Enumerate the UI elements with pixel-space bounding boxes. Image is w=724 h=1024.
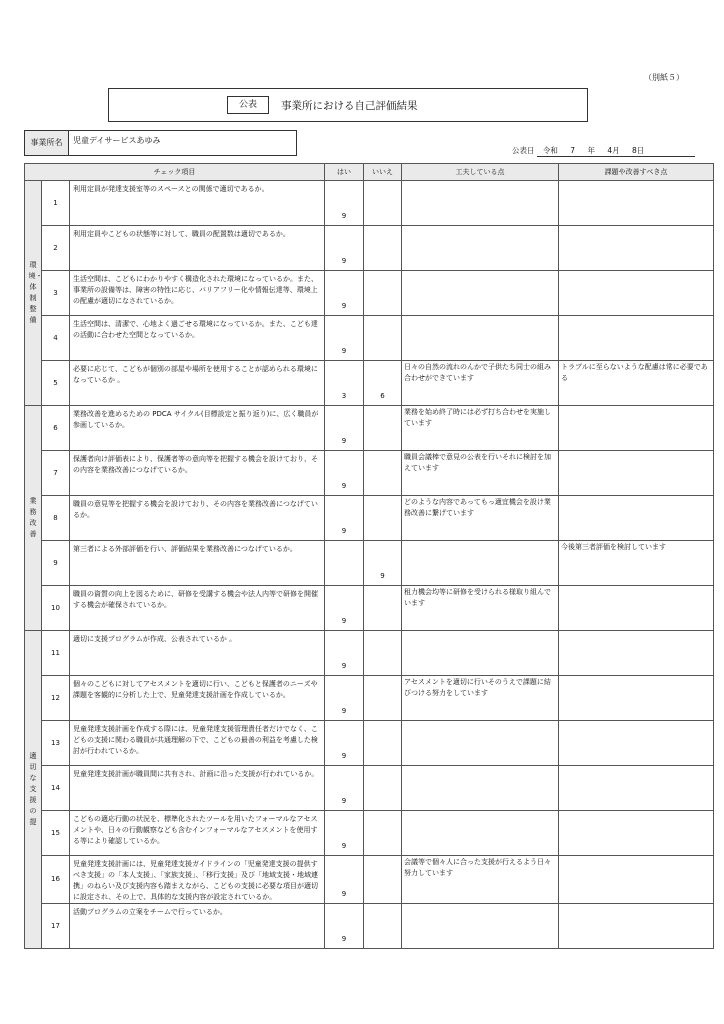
no-count — [364, 904, 402, 949]
issue-text — [559, 766, 714, 811]
table-row — [25, 631, 714, 676]
yes-count — [325, 496, 364, 541]
item-number: 16 — [42, 856, 70, 904]
item-number: 17 — [42, 904, 70, 949]
yes-count-value: 9 — [341, 935, 347, 943]
effort-text: アセスメントを適切に行いそのうえで課題に結びつける努力をしています — [402, 676, 559, 721]
table-header-row — [25, 164, 714, 181]
yes-count — [325, 766, 364, 811]
public-tag: 公表 — [227, 96, 269, 114]
title-box — [108, 88, 588, 122]
category-label — [25, 406, 42, 631]
table-body — [25, 181, 714, 949]
table-row — [25, 856, 714, 904]
item-number: 10 — [42, 586, 70, 631]
check-item-text: 活動プログラムの立案をチームで行っているか。 — [70, 904, 325, 949]
publication-era: 令和 — [542, 146, 558, 155]
yes-count-value: 9 — [341, 437, 347, 445]
effort-text: 会議等で個々人に合った支援が行えるよう日々努力しています — [402, 856, 559, 904]
table-row — [25, 904, 714, 949]
check-item-text: 児童発達支援計画が職員間に共有され、計画に沿った支援が行われているか。 — [70, 766, 325, 811]
effort-text — [402, 766, 559, 811]
item-number: 2 — [42, 226, 70, 271]
evaluation-table — [24, 163, 714, 949]
yes-count — [325, 541, 364, 586]
publication-month: 4月 — [607, 146, 620, 155]
category-text: 環境・体制整備 — [28, 261, 43, 324]
issue-text — [559, 406, 714, 451]
table-row — [25, 496, 714, 541]
table-row — [25, 721, 714, 766]
table-row — [25, 271, 714, 316]
check-item-text: 第三者による外部評価を行い、評価結果を業務改善につなげているか。 — [70, 541, 325, 586]
effort-text — [402, 541, 559, 586]
publication-year-unit: 年 — [587, 146, 595, 155]
yes-count — [325, 721, 364, 766]
header-no: いいえ — [364, 164, 402, 181]
yes-count — [325, 181, 364, 226]
no-count — [364, 226, 402, 271]
yes-count-value: 9 — [341, 842, 347, 850]
issue-text — [559, 316, 714, 361]
effort-text: どのような内容であってもっ適宜機会を設け業務改善に繋げています — [402, 496, 559, 541]
header-check-item: チェック項目 — [25, 164, 325, 181]
table-row — [25, 451, 714, 496]
no-count-value: 6 — [380, 392, 385, 400]
no-count — [364, 181, 402, 226]
check-item-text: 保護者向け評価表により、保護者等の意向等を把握する機会を設けており、その内容を業務改善につなげているか。 — [70, 451, 325, 496]
publication-date-value — [537, 145, 695, 157]
effort-text — [402, 631, 559, 676]
header-yes: はい — [325, 164, 364, 181]
yes-count-value: 9 — [341, 257, 347, 265]
table-row — [25, 361, 714, 406]
publication-date — [512, 145, 695, 157]
yes-count-value: 9 — [341, 347, 347, 355]
item-number: 13 — [42, 721, 70, 766]
item-number: 8 — [42, 496, 70, 541]
yes-count — [325, 226, 364, 271]
issue-text — [559, 631, 714, 676]
check-item-text: こどもの適応行動の状況を、標準化されたツールを用いたフォーマルなアセスメントや、日々の行動観察なども含むインフォーマルなアセスメントを使用する等により確認しているか。 — [70, 811, 325, 856]
table-row — [25, 181, 714, 226]
issue-text — [559, 586, 714, 631]
item-number: 3 — [42, 271, 70, 316]
item-number: 9 — [42, 541, 70, 586]
check-item-text: 生活空間は、清潔で、心地よく過ごせる環境になっているか。また、こども達の活動に合わせた空間となっているか。 — [70, 316, 325, 361]
issue-text — [559, 676, 714, 721]
yes-count — [325, 631, 364, 676]
business-name-value: 児童デイサービスあゆみ — [68, 130, 297, 156]
issue-text — [559, 721, 714, 766]
effort-text: 租力機会均等に研修を受けられる様取り組んでいます — [402, 586, 559, 631]
issue-text — [559, 811, 714, 856]
effort-text — [402, 316, 559, 361]
publication-year: 7 — [570, 146, 576, 155]
issue-text — [559, 904, 714, 949]
item-number: 12 — [42, 676, 70, 721]
yes-count — [325, 406, 364, 451]
no-count-value: 9 — [380, 572, 385, 580]
no-count — [364, 811, 402, 856]
item-number: 14 — [42, 766, 70, 811]
check-item-text: 職員の意見等を把握する機会を設けており、その内容を業務改善につなげているか。 — [70, 496, 325, 541]
category-text: 業務改善 — [29, 497, 37, 538]
effort-text: 日々の自然の流れのんかで子供たち同士の組み合わせができています — [402, 361, 559, 406]
item-number: 11 — [42, 631, 70, 676]
issue-text — [559, 496, 714, 541]
yes-count — [325, 811, 364, 856]
yes-count-value: 9 — [341, 797, 347, 805]
effort-text: 業務を始め終了時には必ず打ち合わせを実施しています — [402, 406, 559, 451]
effort-text — [402, 811, 559, 856]
no-count — [364, 676, 402, 721]
yes-count — [325, 586, 364, 631]
check-item-text: 個々のこどもに対してアセスメントを適切に行い、こどもと保護者のニーズや課題を客観的に分析した上で、児童発達支援計画を作成しているか。 — [70, 676, 325, 721]
header-efforts: 工夫している点 — [402, 164, 559, 181]
yes-count — [325, 856, 364, 904]
issue-text: 今後第三者評価を検討しています — [559, 541, 714, 586]
effort-text — [402, 904, 559, 949]
category-label — [25, 181, 42, 406]
publication-day: 8日 — [632, 146, 645, 155]
table-row — [25, 811, 714, 856]
check-item-text: 児童発達支援計画には、児童発達支援ガイドラインの「児童発達支援の提供すべき支援」の「本人支援」、「家族支援」、「移行支援」及び「地域支援・地域連携」のねらい及び支援内容も踏まえながら、こどもの支援に必要な項目が適切に設定され、その上で、具体的な支援内容が設定されているか。 — [70, 856, 325, 904]
table-row — [25, 226, 714, 271]
yes-count-value: 9 — [341, 212, 347, 220]
no-count — [364, 271, 402, 316]
yes-count — [325, 361, 364, 406]
table-row — [25, 586, 714, 631]
no-count — [364, 766, 402, 811]
yes-count-value: 3 — [341, 392, 347, 400]
effort-text — [402, 271, 559, 316]
item-number: 15 — [42, 811, 70, 856]
business-name-label: 事業所名 — [24, 130, 69, 156]
page-title: 事業所における自己評価結果 — [281, 100, 418, 112]
no-count — [364, 406, 402, 451]
table-row — [25, 766, 714, 811]
issue-text — [559, 451, 714, 496]
table-row — [25, 541, 714, 586]
issue-text: トラブルに至らないような配慮は常に必要である — [559, 361, 714, 406]
issue-text — [559, 181, 714, 226]
yes-count-value: 9 — [341, 752, 347, 760]
yes-count-value: 9 — [341, 482, 347, 490]
category-label — [25, 631, 42, 949]
no-count — [364, 856, 402, 904]
effort-text — [402, 181, 559, 226]
table-row — [25, 406, 714, 451]
issue-text — [559, 856, 714, 904]
no-count — [364, 361, 402, 406]
yes-count — [325, 451, 364, 496]
issue-text — [559, 226, 714, 271]
check-item-text: 利用定員やこどもの状態等に対して、職員の配置数は適切であるか。 — [70, 226, 325, 271]
no-count — [364, 316, 402, 361]
header-issues: 課題や改善すべき点 — [559, 164, 714, 181]
issue-text — [559, 271, 714, 316]
effort-text — [402, 226, 559, 271]
check-item-text: 生活空間は、こどもにわかりやすく構造化された環境になっているか。また、事業所の設備等は、障害の特性に応じ、バリアフリー化や情報伝達等、環境上の配慮が適切になされているか。 — [70, 271, 325, 316]
item-number: 7 — [42, 451, 70, 496]
yes-count — [325, 316, 364, 361]
no-count — [364, 631, 402, 676]
item-number: 5 — [42, 361, 70, 406]
yes-count-value: 9 — [341, 662, 347, 670]
effort-text — [402, 721, 559, 766]
check-item-text: 適切に支援プログラムが作成、公表されているか 。 — [70, 631, 325, 676]
table-row — [25, 316, 714, 361]
no-count — [364, 541, 402, 586]
no-count — [364, 496, 402, 541]
check-item-text: 児童発達支援計画を作成する際には、児童発達支援管理責任者だけでなく、こどもの支援に関わる職員が共通理解の下で、こどもの最善の利益を考慮した検討が行われているか。 — [70, 721, 325, 766]
check-item-text: 業務改善を進めるための PDCA サイクル(目標設定と振り返り)に、広く職員が参画しているか。 — [70, 406, 325, 451]
item-number: 4 — [42, 316, 70, 361]
publication-date-label: 公表日 — [512, 146, 535, 155]
attachment-label: （別紙５） — [644, 73, 684, 82]
item-number: 1 — [42, 181, 70, 226]
yes-count-value: 9 — [341, 302, 347, 310]
category-text: 適切な支援の提 — [29, 752, 37, 826]
yes-count — [325, 904, 364, 949]
yes-count — [325, 271, 364, 316]
no-count — [364, 586, 402, 631]
no-count — [364, 721, 402, 766]
no-count — [364, 451, 402, 496]
check-item-text: 必要に応じて、こどもが個別の部屋や場所を使用することが認められる環境になっているか 。 — [70, 361, 325, 406]
effort-text: 職員会議棒で意見の公表を行いそれに検討を加えています — [402, 451, 559, 496]
yes-count-value: 9 — [341, 707, 347, 715]
item-number: 6 — [42, 406, 70, 451]
check-item-text: 職員の資質の向上を図るために、研修を受講する機会や法人内等で研修を開催する機会が確保されているか。 — [70, 586, 325, 631]
yes-count-value: 9 — [341, 527, 347, 535]
check-item-text: 利用定員が発達支援室等のスペースとの関係で適切であるか。 — [70, 181, 325, 226]
yes-count-value: 9 — [341, 890, 347, 898]
yes-count — [325, 676, 364, 721]
table-row — [25, 676, 714, 721]
yes-count-value: 9 — [341, 617, 347, 625]
